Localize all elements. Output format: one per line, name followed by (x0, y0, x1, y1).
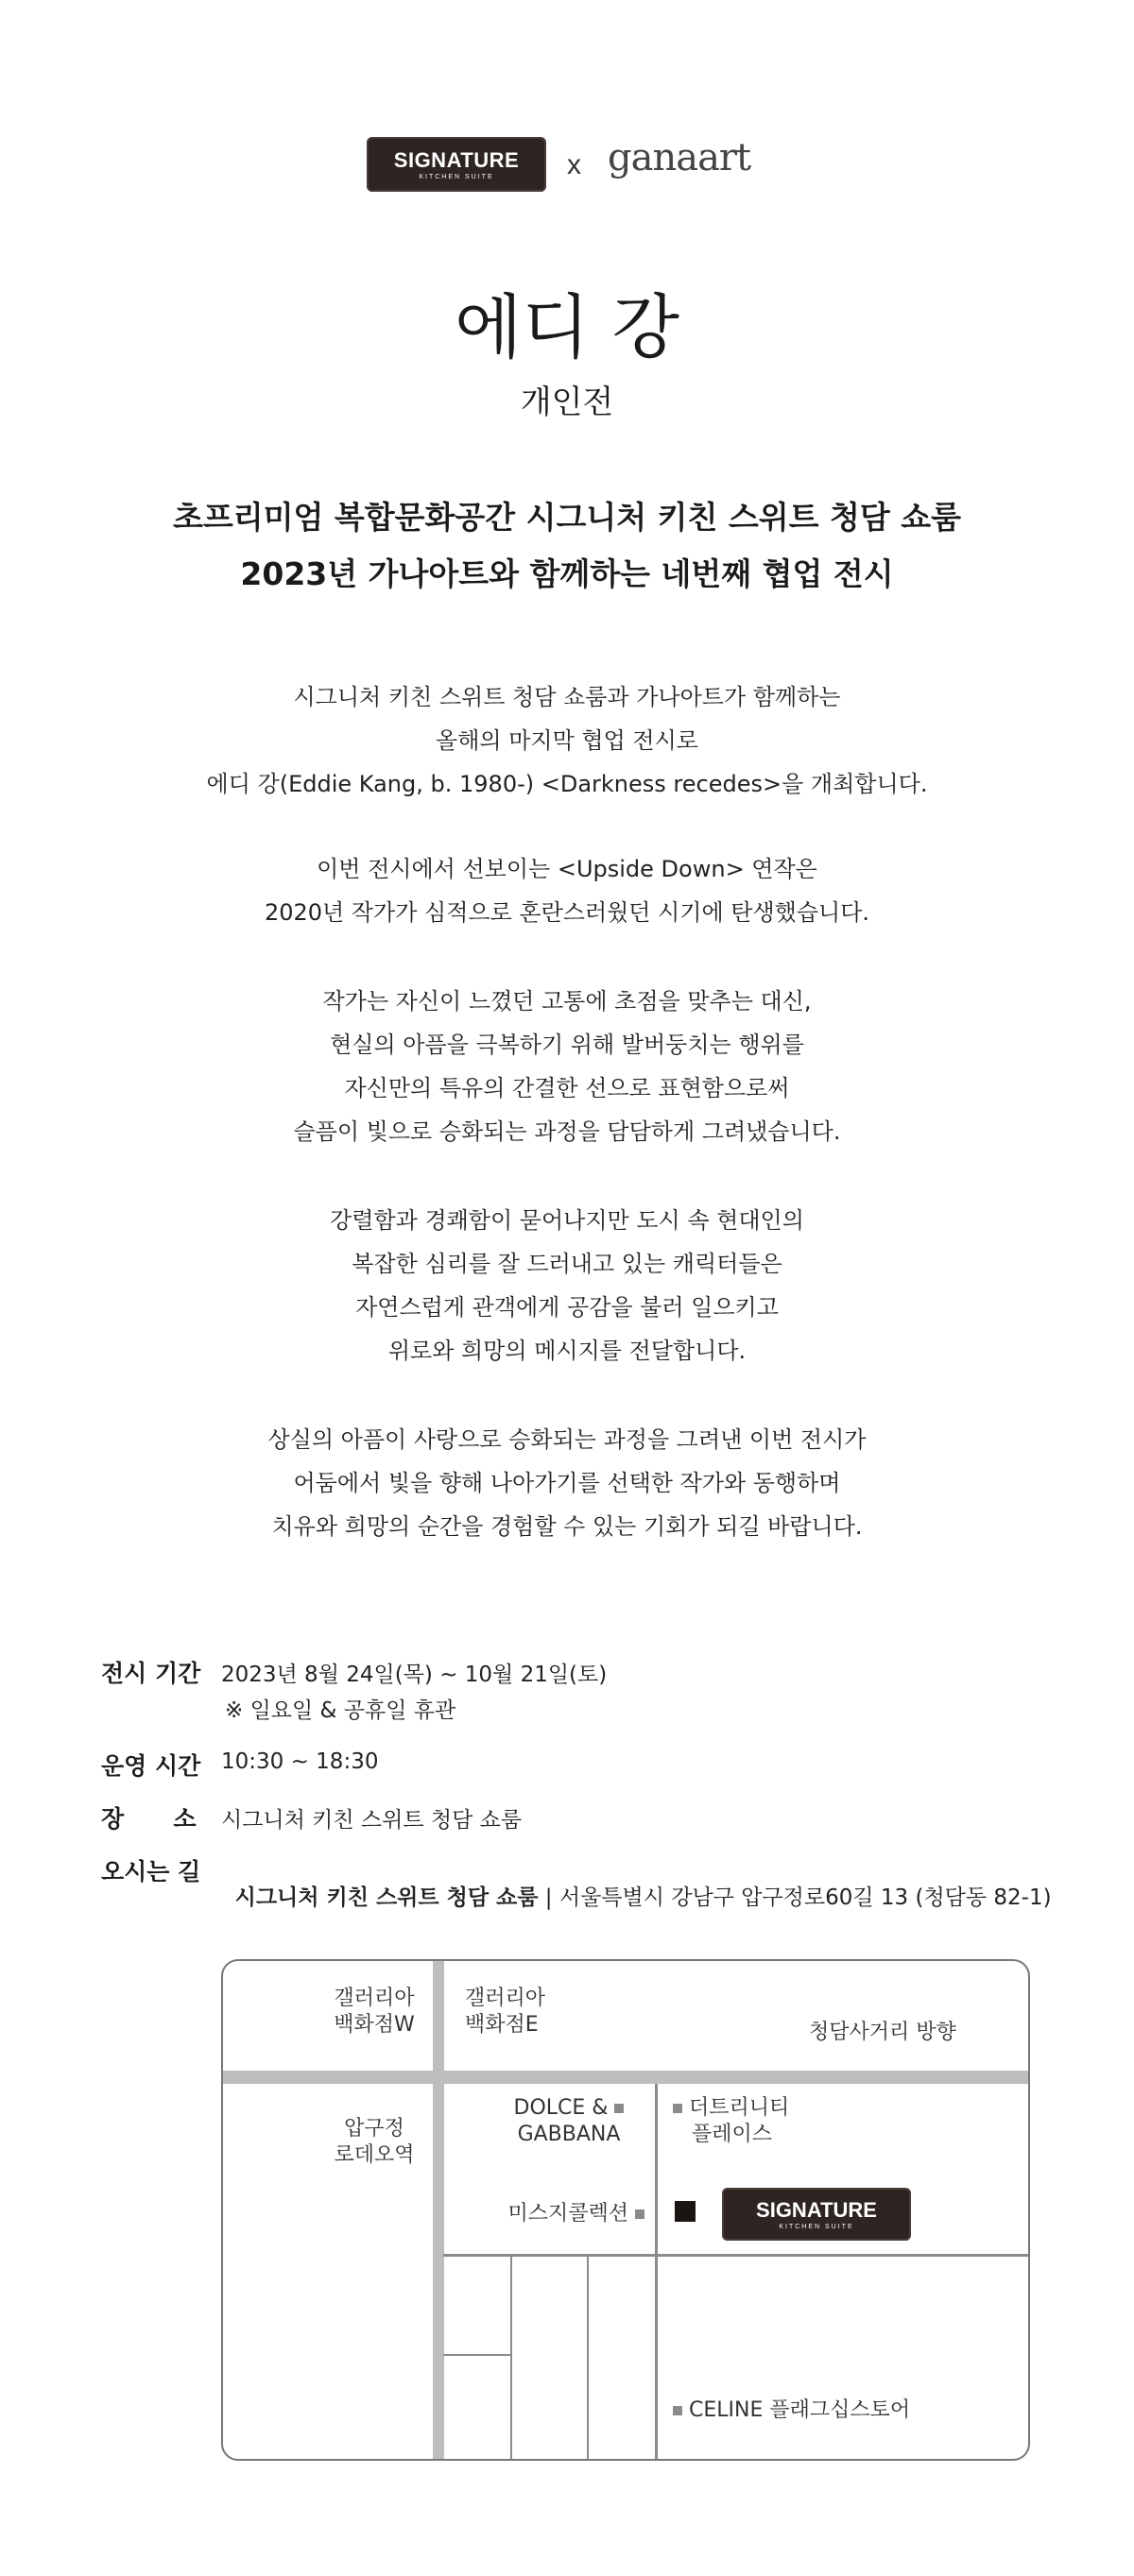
body-line: 복잡한 심리를 잘 드러내고 있는 캐릭터들은 (352, 1251, 782, 1277)
map-marker-icon (635, 2209, 644, 2219)
page-title: 에디 강 (455, 287, 679, 368)
map-label-celine: CELINE 플래그십스토어 (673, 2397, 910, 2424)
body-line: 이번 전시에서 선보이는 <Upside Down> 연작은 (317, 856, 817, 882)
map-label-dolce: DOLCE & GABBANA (493, 2095, 644, 2148)
map-label-apgujeong: 압구정 로데오역 (334, 2117, 415, 2167)
map-signature-logo: SIGNATURE KITCHEN SUITE (722, 2188, 911, 2241)
directions-name: 시그니처 키친 스위트 청담 쇼룸 (234, 1885, 539, 1910)
map-block-line (655, 2084, 658, 2461)
directions-label: 오시는 길 (101, 1858, 201, 1885)
signature-logo-subtext: KITCHEN SUITE (419, 173, 494, 180)
map-marker-icon (673, 2104, 682, 2113)
map-marker-icon (614, 2104, 624, 2113)
signature-location-marker-icon (675, 2201, 696, 2226)
body-line: 슬픔이 빛으로 승화되는 과정을 담담하게 그려냈습니다. (293, 1118, 841, 1145)
body-line: 위로와 희망의 메시지를 전달합니다. (387, 1338, 747, 1364)
map-block-line (443, 2254, 1030, 2257)
map-marker-icon (673, 2406, 682, 2415)
body-line: 2020년 작가가 심적으로 혼란스러웠던 시기에 탄생했습니다. (264, 899, 870, 926)
headline-line-1: 초프리미엄 복합문화공간 시그니처 키친 스위트 청담 쇼룸 (172, 499, 961, 536)
body-line: 어둠에서 빛을 향해 나아가기를 선택한 작가와 동행하며 (293, 1470, 841, 1496)
ganaart-logo: ganaart (608, 136, 751, 179)
collab-cross: x (567, 149, 581, 180)
map-block-line (587, 2257, 589, 2461)
map-label-galleria-w: 갤러리아 백화점W (334, 1987, 415, 2037)
headline-line-2: 2023년 가나아트와 함께하는 네번째 협업 전시 (240, 555, 894, 592)
body-line: 올해의 마지막 협업 전시로 (436, 727, 698, 754)
period-note: ※ 일요일 & 공휴일 휴관 (225, 1698, 456, 1723)
body-line: 시그니처 키친 스위트 청담 쇼룸과 가나아트가 함께하는 (293, 684, 841, 710)
body-line: 현실의 아픔을 극복하기 위해 발버둥치는 행위를 (330, 1032, 804, 1058)
body-line: 치유와 희망의 순간을 경험할 수 있는 기회가 되길 바랍니다. (271, 1513, 863, 1540)
period-label: 전시 기간 (101, 1660, 201, 1687)
signature-logo (367, 137, 546, 192)
map-label-cheongdam-direction: 청담사거리 방향 (809, 2021, 956, 2044)
directions-address: | 서울특별시 강남구 압구정로60길 13 (청담동 82-1) (538, 1885, 1052, 1910)
body-line: 자신만의 특유의 간결한 선으로 표현함으로써 (344, 1075, 790, 1101)
page-subtitle: 개인전 (520, 384, 614, 421)
hours-value: 10:30 ~ 18:30 (221, 1749, 379, 1774)
body-line: 작가는 자신이 느꼈던 고통에 초점을 맞추는 대신, (322, 988, 812, 1015)
location-map (221, 1959, 1030, 2461)
body-line: 에디 강(Eddie Kang, b. 1980-) <Darkness recedes>을 개최합니다. (206, 771, 928, 797)
map-road-vertical (433, 1961, 444, 2461)
directions-value (221, 1855, 1052, 1911)
body-line: 상실의 아픔이 사랑으로 승화되는 과정을 그려낸 이번 전시가 (267, 1426, 867, 1453)
map-label-galleria-e: 갤러리아 백화점E (465, 1987, 546, 2037)
place-value: 시그니처 키친 스위트 청담 쇼룸 (221, 1808, 523, 1833)
map-road-horizontal (223, 2071, 1030, 2084)
hours-label: 운영 시간 (101, 1752, 201, 1780)
period-value: 2023년 8월 24일(목) ~ 10월 21일(토) (221, 1663, 608, 1687)
map-block-line (510, 2257, 512, 2461)
map-label-miss-g: 미스지콜렉션 (493, 2201, 644, 2227)
map-block-line (443, 2354, 511, 2356)
signature-logo-text: SIGNATURE (393, 147, 520, 172)
body-line: 자연스럽게 관객에게 공감을 불러 일으키고 (355, 1294, 779, 1321)
place-label: 장 소 (101, 1805, 197, 1833)
body-line: 강렬함과 경쾌함이 묻어나지만 도시 속 현대인의 (330, 1207, 804, 1234)
map-label-trinity: 더트리니티 플레이스 (673, 2095, 789, 2148)
